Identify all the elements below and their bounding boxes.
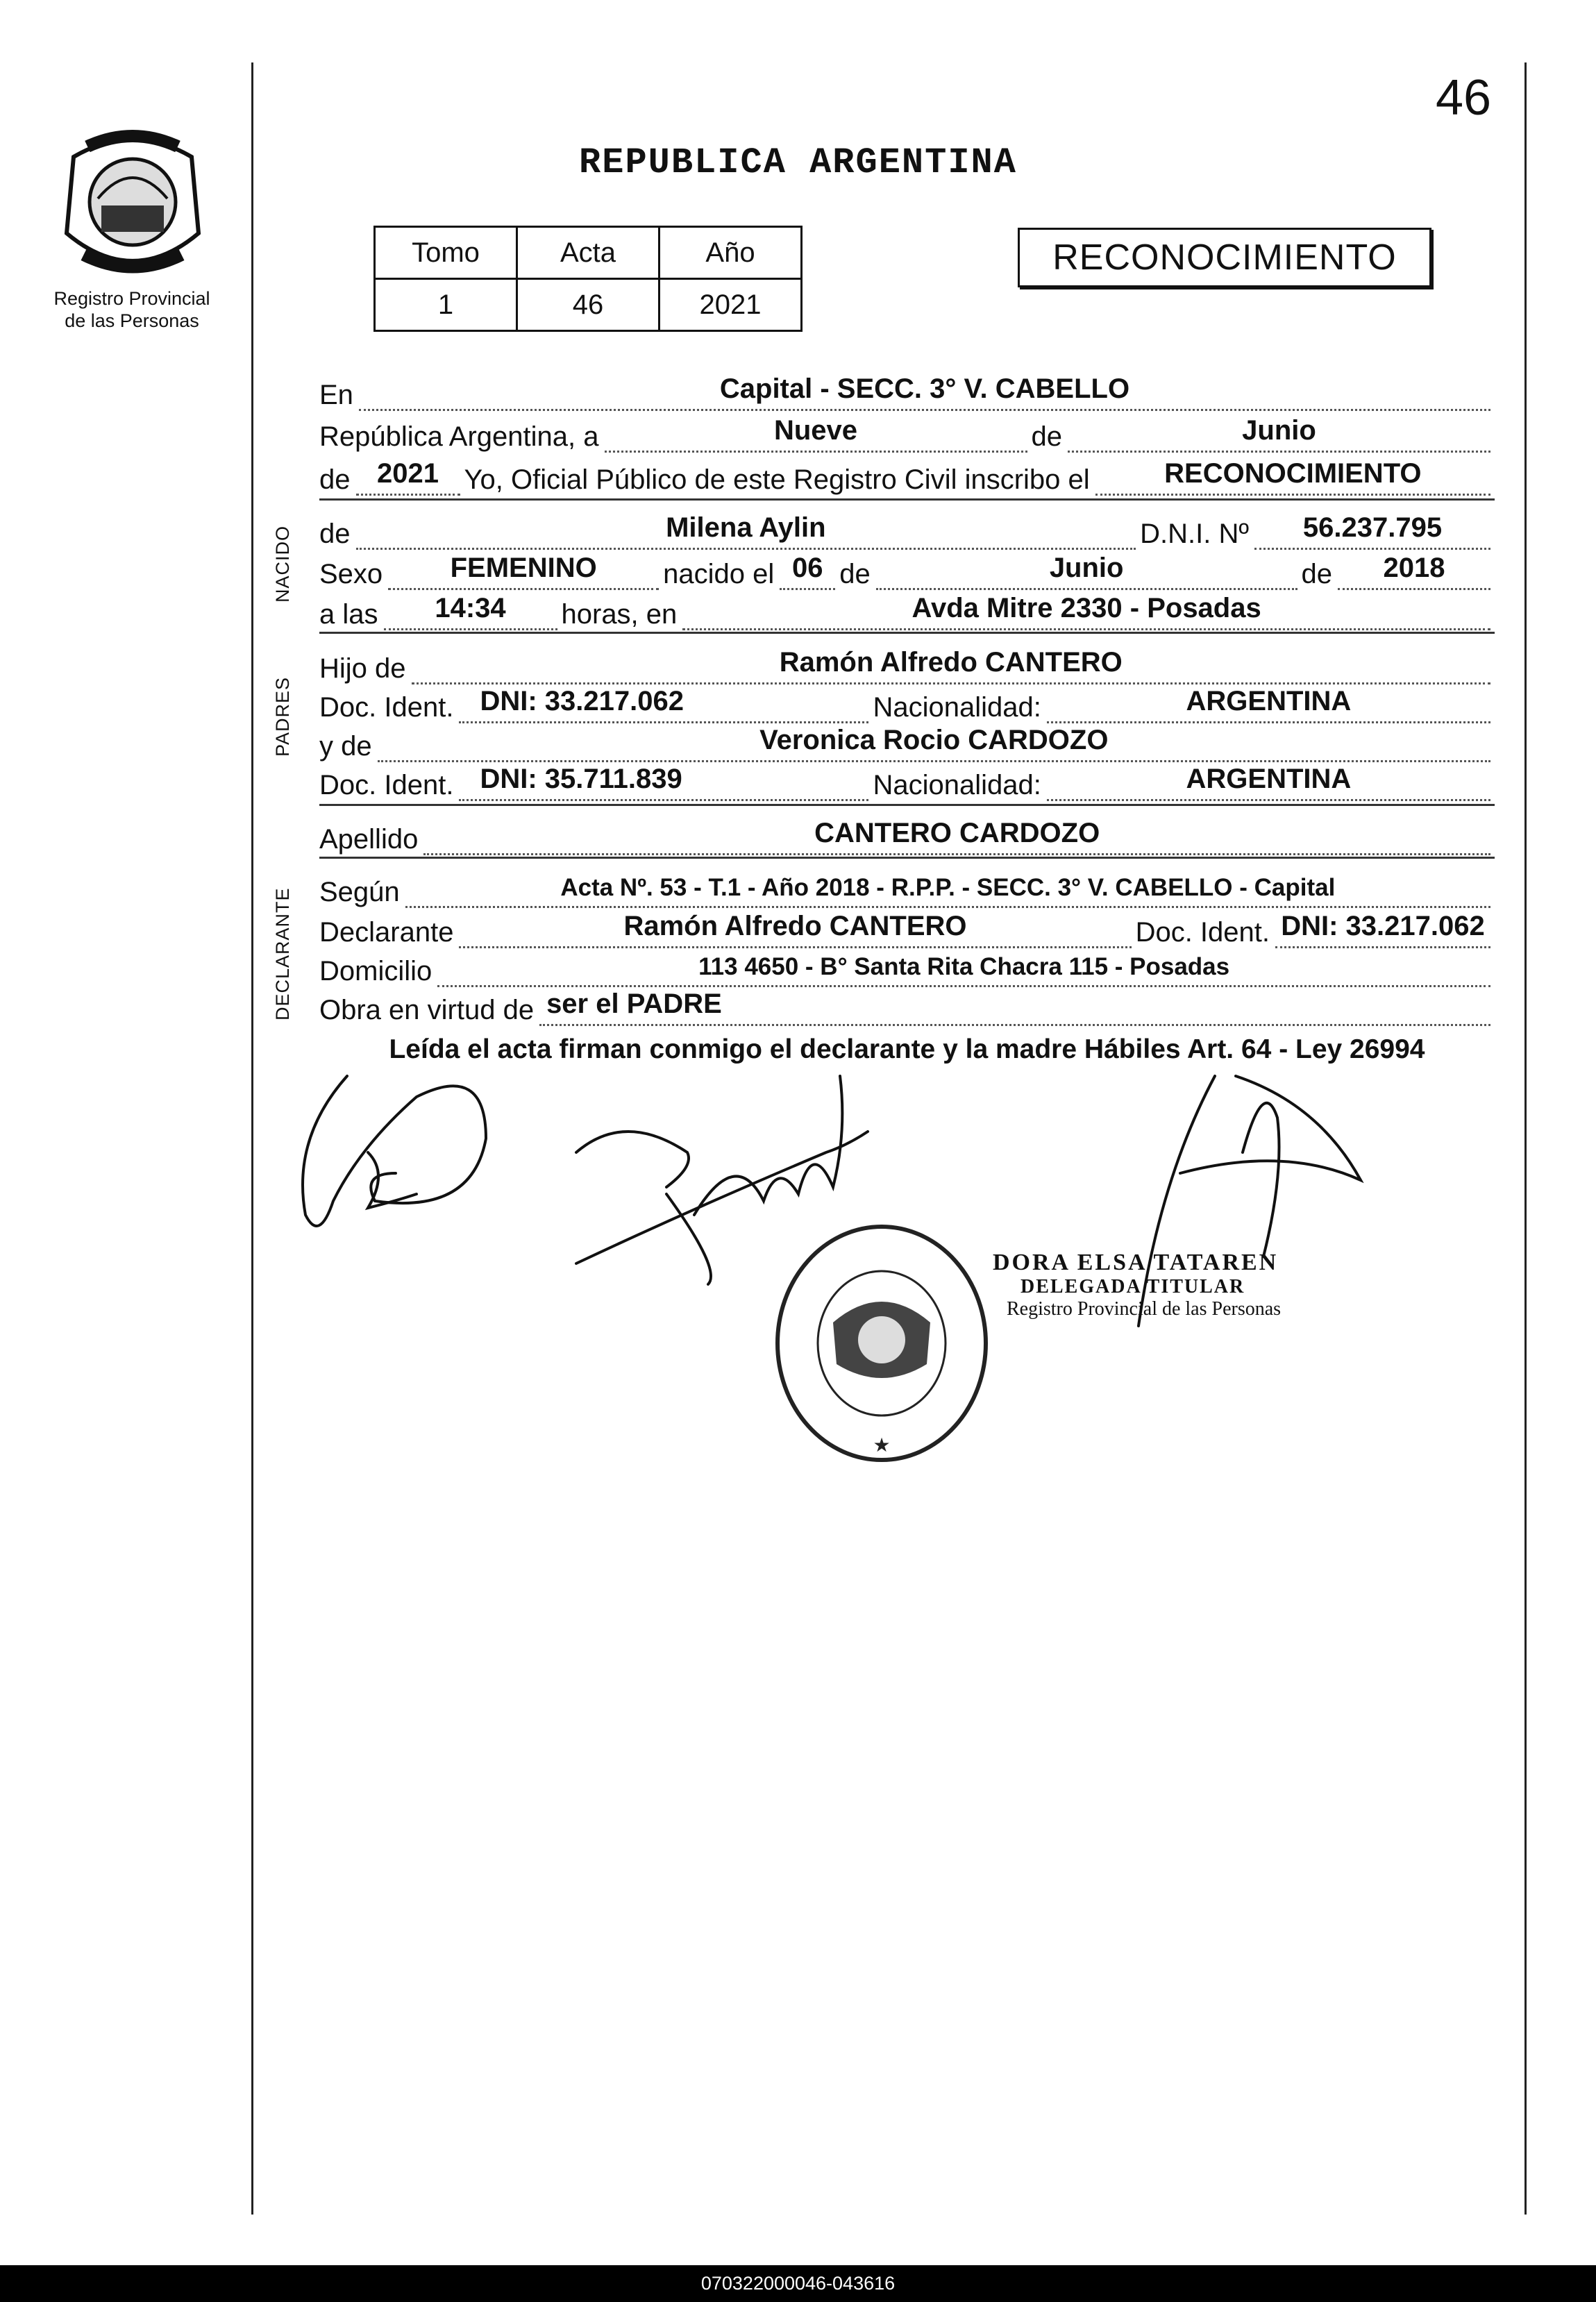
value-segun: Acta Nº. 53 - T.1 - Año 2018 - R.P.P. - SECC. 3° V. CABELLO - Capital [560, 874, 1336, 901]
divider-1 [319, 498, 1495, 501]
fill-lugar [682, 585, 1490, 630]
label-dni: D.N.I. Nº [1140, 519, 1249, 549]
fill-madre-doc [459, 756, 868, 801]
value-lugar: Avda Mitre 2330 - Posadas [912, 593, 1261, 623]
fill-anio [356, 451, 460, 496]
logo-caption-line1: Registro Provincial [53, 288, 210, 309]
row-sexo [319, 547, 1495, 590]
divider-2 [319, 632, 1495, 634]
label-declarante-doc: Doc. Ident. [1135, 917, 1270, 948]
left-margin-line [251, 62, 253, 2215]
logo-caption [28, 287, 236, 332]
label-de-nac-anio: de [1301, 559, 1332, 589]
value-nac-mes: Junio [1049, 553, 1124, 583]
value-declarante-doc: DNI: 33.217.062 [1281, 911, 1485, 941]
row-fecha [319, 410, 1495, 453]
label-de: de [1031, 421, 1062, 452]
fill-dia [605, 408, 1027, 453]
value-madre-nac: ARGENTINA [1186, 764, 1352, 794]
row-inscribo [319, 453, 1495, 496]
fill-mes [1068, 408, 1490, 453]
fill-inscribo [1095, 451, 1490, 496]
fill-nac-anio [1338, 545, 1490, 590]
fill-en [359, 366, 1490, 411]
fill-nombre [356, 505, 1136, 550]
value-domicilio: 113 4650 - B° Santa Rita Chacra 115 - Posadas [698, 953, 1230, 980]
value-padre: Ramón Alfredo CANTERO [779, 647, 1123, 678]
fill-hora [384, 585, 557, 630]
value-en: Capital - SECC. 3° V. CABELLO [719, 373, 1130, 404]
label-republica: República Argentina, a [319, 421, 599, 452]
label-declarante: Declarante [319, 917, 454, 948]
fill-madre-nac [1047, 756, 1490, 801]
label-madre-doc: Doc. Ident. [319, 770, 454, 800]
label-oficial: Yo, Oficial Público de este Registro Civil inscribo el [464, 464, 1090, 495]
official-stamp [767, 1218, 996, 1468]
label-madre-nacionalidad: Nacionalidad: [873, 770, 1041, 800]
fill-segun [405, 863, 1490, 908]
fill-obra [539, 981, 1490, 1026]
row-obra [319, 983, 1495, 1026]
row-nombre [319, 507, 1495, 550]
label-de-anio: de [319, 464, 351, 495]
row-apellido [319, 812, 1495, 855]
value-sexo: FEMENINO [450, 553, 597, 583]
section-label-padres: PADRES [272, 676, 293, 757]
divider-3 [319, 804, 1495, 806]
value-madre: Veronica Rocio CARDOZO [759, 725, 1109, 755]
value-nac-dia: 06 [792, 553, 823, 583]
footer-code: 070322000046-043616 [0, 2265, 1596, 2302]
record-type-box: RECONOCIMIENTO [1018, 228, 1431, 287]
signatory-org: Registro Provincial de las Personas [1007, 1298, 1282, 1320]
label-en: En [319, 380, 353, 410]
label-a-las: a las [319, 599, 378, 630]
label-de-nac-mes: de [839, 559, 871, 589]
row-madre-doc [319, 758, 1495, 801]
label-horas-en: horas, en [561, 599, 678, 630]
logo-caption-line2: de las Personas [65, 310, 199, 331]
value-inscribo: RECONOCIMIENTO [1164, 458, 1422, 489]
section-label-declarante: DECLARANTE [272, 887, 293, 1020]
value-dia: Nueve [773, 415, 858, 446]
label-hijo-de: Hijo de [319, 653, 406, 684]
label-y-de: y de [319, 731, 372, 762]
value-declarante: Ramón Alfredo CANTERO [623, 911, 967, 941]
value-dni: 56.237.795 [1302, 512, 1443, 543]
value-anio: 2021 [377, 458, 439, 489]
right-margin-line [1524, 62, 1527, 2215]
value-obra: ser el PADRE [546, 989, 722, 1019]
row-segun [319, 865, 1495, 908]
label-sexo: Sexo [319, 559, 383, 589]
label-domicilio: Domicilio [319, 956, 432, 986]
row-hora [319, 587, 1495, 630]
value-nac-anio: 2018 [1383, 553, 1445, 583]
table-value-tomo: 1 [375, 279, 517, 331]
fill-nac-mes [876, 545, 1297, 590]
signatory-role: DELEGADA TITULAR [1020, 1276, 1245, 1297]
label-segun: Según [319, 877, 400, 907]
fill-dni [1254, 505, 1490, 550]
value-padre-nac: ARGENTINA [1186, 686, 1352, 716]
table-value-acta: 46 [517, 279, 660, 331]
page-number: 46 [1436, 70, 1492, 126]
label-obra: Obra en virtud de [319, 995, 535, 1025]
record-table [373, 226, 803, 332]
value-padre-doc: DNI: 33.217.062 [480, 686, 684, 716]
value-madre-doc: DNI: 35.711.839 [480, 764, 682, 794]
label-padre-nacionalidad: Nacionalidad: [873, 692, 1041, 723]
label-nacido: nacido el [663, 559, 775, 589]
value-apellido: CANTERO CARDOZO [814, 818, 1100, 848]
value-mes: Junio [1242, 415, 1316, 446]
label-apellido: Apellido [319, 824, 419, 855]
label-padre-doc: Doc. Ident. [319, 692, 454, 723]
label-de-nombre: de [319, 519, 351, 549]
value-hora: 14:34 [435, 593, 506, 623]
row-en [319, 368, 1495, 411]
reading-note: Leída el acta firman conmigo el declarante y la madre Hábiles Art. 64 - Ley 26994 [389, 1034, 1425, 1064]
table-header-tomo: Tomo [375, 227, 517, 279]
fill-apellido [423, 810, 1490, 855]
fill-sexo [388, 545, 659, 590]
svg-text:★: ★ [873, 1434, 891, 1456]
table-header-acta: Acta [517, 227, 660, 279]
document-title: REPUBLICA ARGENTINA [579, 142, 1017, 183]
signature-block [993, 1250, 1281, 1320]
divider-4 [319, 857, 1495, 859]
section-label-nacido: NACIDO [272, 525, 293, 603]
table-header-anio: Año [660, 227, 802, 279]
signatory-name: DORA ELSA TATAREN [993, 1250, 1279, 1275]
table-value-anio: 2021 [660, 279, 802, 331]
fill-nac-dia [780, 545, 835, 590]
value-nombre: Milena Aylin [666, 512, 826, 543]
